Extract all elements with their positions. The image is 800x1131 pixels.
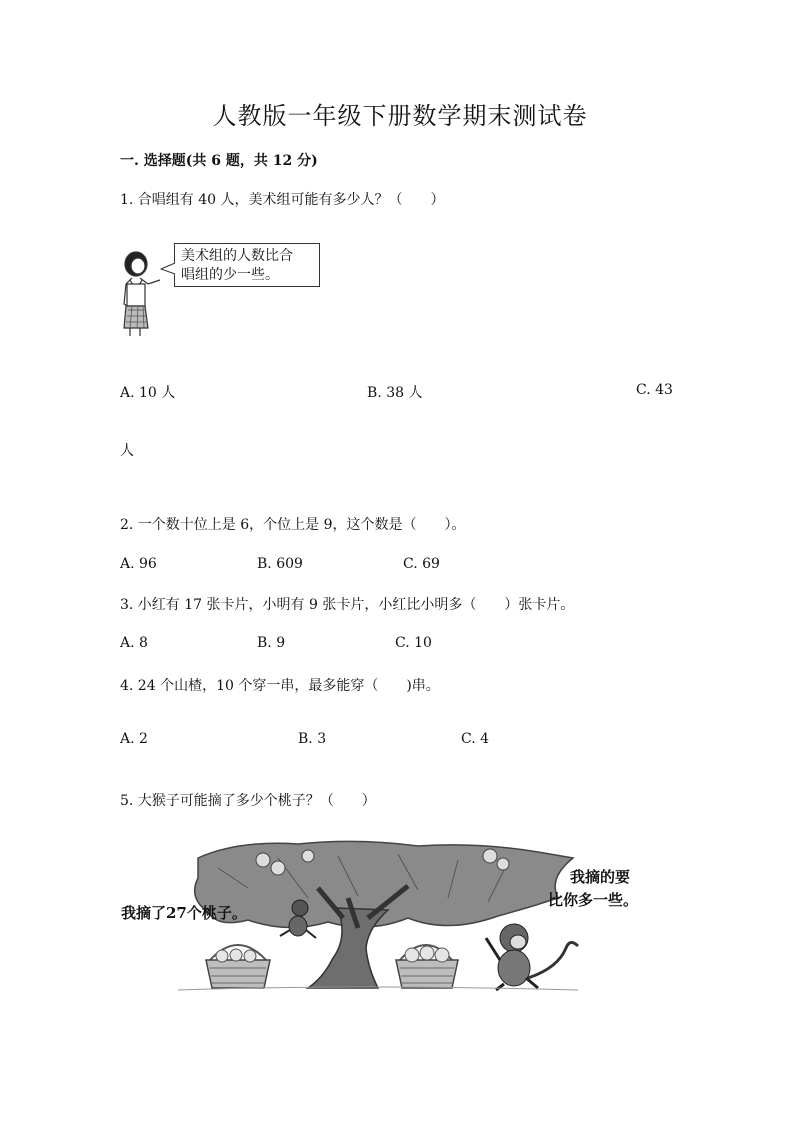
option-3c[interactable]: C. 10 — [395, 635, 432, 651]
option-1c-wrap: 人 — [120, 443, 134, 459]
option-1c[interactable]: C. 43 — [636, 382, 673, 398]
question-4-text: 4. 24 个山楂，10 个穿一串，最多能穿（ )串。 — [120, 678, 440, 694]
option-1b[interactable]: B. 38 人 — [367, 385, 423, 401]
big-monkey-speech-line-1: 我摘的要 — [570, 868, 631, 886]
big-monkey-speech-line-2: 比你多一些。 — [548, 891, 639, 909]
bubble-line-2: 唱组的少一些。 — [181, 267, 279, 283]
teacher-figure — [124, 252, 160, 336]
option-4c[interactable]: C. 4 — [461, 731, 490, 747]
option-4b[interactable]: B. 3 — [298, 731, 327, 747]
option-2c[interactable]: C. 69 — [403, 556, 440, 572]
option-1a[interactable]: A. 10 人 — [120, 385, 176, 401]
option-3a[interactable]: A. 8 — [120, 635, 148, 651]
option-3b[interactable]: B. 9 — [257, 635, 286, 651]
small-monkey-speech: 我摘了27个桃子。 — [121, 904, 247, 922]
left-basket — [206, 945, 270, 988]
question-2-text: 2. 一个数十位上是 6，个位上是 9，这个数是（ ）。 — [120, 517, 466, 533]
option-4a[interactable]: A. 2 — [120, 731, 148, 747]
big-monkey — [486, 924, 578, 990]
right-basket — [396, 945, 458, 988]
option-2b[interactable]: B. 609 — [257, 556, 303, 572]
question-1-text: 1. 合唱组有 40 人，美术组可能有多少人？（ ） — [120, 192, 445, 208]
option-2a[interactable]: A. 96 — [120, 556, 157, 572]
question-3-text: 3. 小红有 17 张卡片，小明有 9 张卡片，小红比小明多（ ）张卡片。 — [120, 597, 575, 613]
page-title: 人教版一年级下册数学期末测试卷 — [212, 102, 588, 130]
section-heading: 一. 选择题(共 6 题，共 12 分) — [120, 153, 318, 169]
question-5-text: 5. 大猴子可能摘了多少个桃子？（ ） — [120, 793, 376, 809]
bubble-line-1: 美术组的人数比合 — [181, 248, 293, 264]
teacher-illustration — [118, 246, 180, 338]
speech-bubble — [174, 243, 320, 287]
bubble-pointer — [160, 262, 176, 276]
